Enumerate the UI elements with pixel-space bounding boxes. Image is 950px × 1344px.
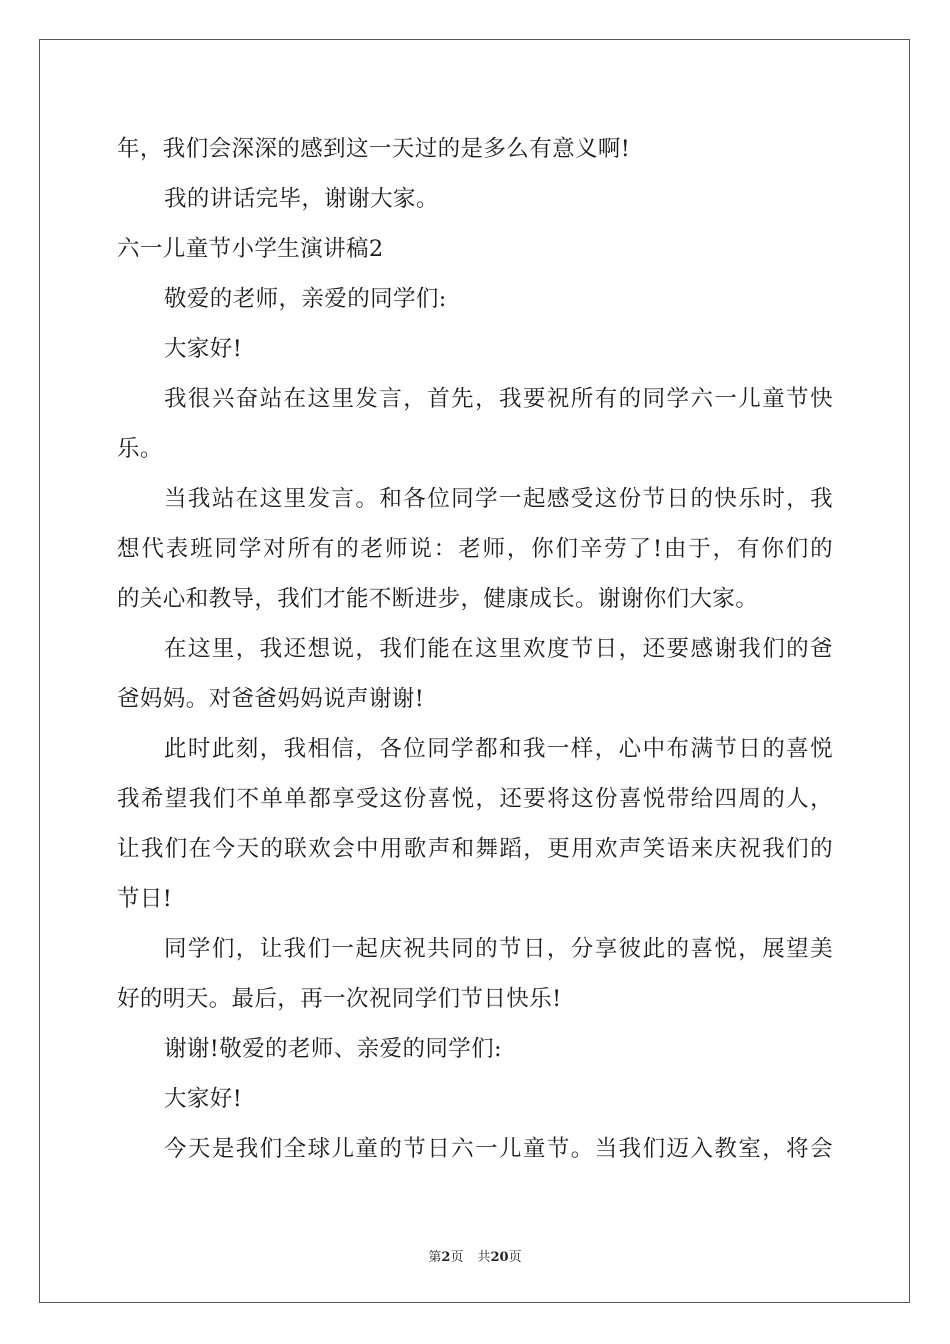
total-prefix: 共: [477, 1250, 491, 1265]
page-suffix: 页: [450, 1250, 464, 1265]
page-prefix: 第: [428, 1250, 442, 1265]
text-line: 我希望我们不单单都享受这份喜悦，还要将这份喜悦带给四周的人，: [117, 786, 833, 812]
text-line: 好的明天。最后，再一次祝同学们节日快乐!: [117, 986, 562, 1012]
page-total: 20: [490, 1250, 509, 1265]
text-line: 同学们，让我们一起庆祝共同的节日，分享彼此的喜悦，展望美: [164, 936, 833, 962]
greeting: 大家好!: [164, 336, 243, 362]
text-line: 的关心和教导，我们才能不断进步，健康成长。谢谢你们大家。: [117, 586, 759, 612]
text-line: 想代表班同学对所有的老师说：老师，你们辛劳了!由于，有你们的: [117, 536, 833, 562]
text-line: 让我们在今天的联欢会中用歌声和舞蹈，更用欢声笑语来庆祝我们的: [117, 836, 833, 862]
salutation: 谢谢!敬爱的老师、亲爱的同学们:: [164, 1036, 503, 1062]
text-line: 乐。: [117, 436, 163, 462]
salutation: 敬爱的老师，亲爱的同学们:: [164, 286, 447, 312]
greeting: 大家好!: [164, 1086, 243, 1112]
text-line: 节日!: [117, 886, 173, 912]
page-current: 2: [441, 1250, 451, 1265]
text-line: 我的讲话完毕，谢谢大家。: [164, 186, 439, 212]
text-line: 我很兴奋站在这里发言，首先，我要祝所有的同学六一儿童节快: [164, 386, 833, 412]
text-line: 当我站在这里发言。和各位同学一起感受这份节日的快乐时，我: [164, 486, 833, 512]
text-line: 爸妈妈。对爸爸妈妈说声谢谢!: [117, 686, 425, 712]
total-suffix: 页: [508, 1250, 522, 1265]
text-line: 年，我们会深深的感到这一天过的是多么有意义啊!: [117, 136, 631, 162]
page-footer: [0, 1246, 950, 1265]
section-heading: 六一儿童节小学生演讲稿2: [117, 236, 384, 262]
text-line: 今天是我们全球儿童的节日六一儿童节。当我们迈入教室，将会: [164, 1136, 833, 1162]
text-line: 在这里，我还想说，我们能在这里欢度节日，还要感谢我们的爸: [164, 636, 833, 662]
text-line: 此时此刻，我相信，各位同学都和我一样，心中布满节日的喜悦: [164, 736, 833, 762]
